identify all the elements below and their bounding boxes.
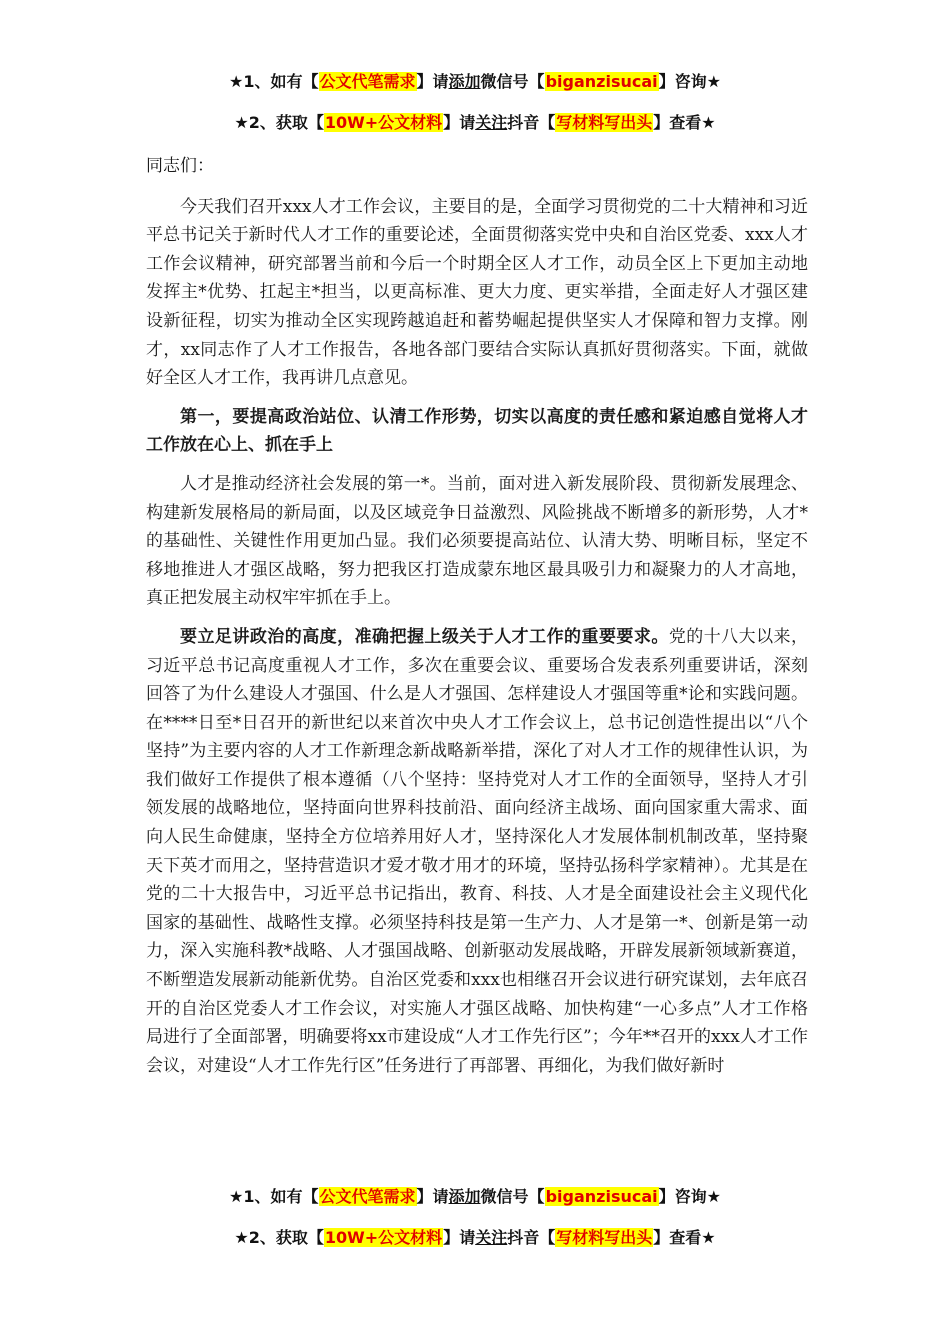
banner-underline-add: 添加 xyxy=(448,72,481,91)
paragraph-political-stance xyxy=(146,623,808,1081)
banner-highlight-materials: 10W+公文材料 xyxy=(324,1228,443,1247)
banner-suffix: 】查看★ xyxy=(653,1228,716,1247)
banner-underline-follow: 关注 xyxy=(475,113,508,132)
banner-prefix: ★2、获取【 xyxy=(234,1228,324,1247)
banner-suffix: 】咨询★ xyxy=(658,1187,721,1206)
banner-highlight-writing: 公文代笔需求 xyxy=(319,72,416,91)
banner-prefix: ★2、获取【 xyxy=(234,113,324,132)
banner-mid2: 微信号【 xyxy=(480,72,545,91)
banner-mid: 】请 xyxy=(443,113,476,132)
paragraph-intro: 今天我们召开xxx人才工作会议，主要目的是，全面学习贯彻党的二十大精神和习近平总书记关于新时代人才工作的重要论述，全面贯彻落实党中央和自治区党委、xxx人才工作会议精神，研究部署当前和今后一个时期全区人才工作，动员全区上下更加主动地发挥主*优势、扛起主*担当，以更高标准、更大力度、更实举措，全面走好人才强区建设新征程，切实为推动全区实现跨越追赶和蓄势崛起提供坚实人才保障和智力支撑。刚才，xx同志作了人才工作报告，各地各部门要结合实际认真抓好贯彻落实。下面，就做好全区人才工作，我再讲几点意见。 xyxy=(146,196,808,389)
banner-suffix: 】查看★ xyxy=(653,113,716,132)
banner-mid: 】请 xyxy=(416,72,449,91)
banner-highlight-douyin-id: 写材料写出头 xyxy=(556,113,653,132)
banner-mid2: 抖音【 xyxy=(507,113,556,132)
paragraph-political-text: 党的十八大以来，习近平总书记高度重视人才工作，多次在重要会议、重要场合发表系列重要讲话，深刻回答了为什么建设人才强国、什么是人才强国、怎样建设人才强国等重*论和实践问题。在****日至*日召开的新世纪以来首次中央人才工作会议上，总书记创造性提出以“八个坚持”为主要内容的人才工作新理念新战略新举措，深化了对人才工作的规律性认识，为我们做好工作提供了根本遵循（八个坚持：坚持党对人才工作的全面领导，坚持人才引领发展的战略地位，坚持面向世界科技前沿、面向经济主战场、面向国家重大需求、面向人民生命健康，坚持全方位培养用好人才，坚持深化人才发展体制机制改革，坚持聚天下英才而用之，坚持营造识才爱才敬才用才的环境，坚持弘扬科学家精神）。尤其是在党的二十大报告中，习近平总书记指出，教育、科技、人才是全面建设社会主义现代化国家的基础性、战略性支撑。必须坚持科技是第一生产力、人才是第一*、创新是第一动力，深入实施科教*战略、人才强国战略、创新驱动发展战略，开辟发展新领域新赛道，不断塑造发展新动能新优势。自治区党委和xxx也相继召开会议进行研究谋划，去年底召开的自治区党委人才工作会议，对实施人才强区战略、加快构建“一心多点”人才工作格局进行了全面部署，明确要将xx市建设成“人才工作先行区”；今年**召开的xxx人才工作会议，对建设“人才工作先行区”任务进行了再部署、再细化，为我们做好新时 xyxy=(146,626,809,1076)
banner-mid2: 抖音【 xyxy=(507,1228,556,1247)
banner-mid2: 微信号【 xyxy=(480,1187,545,1206)
banner-prefix: ★1、如有【 xyxy=(229,72,319,91)
salutation: 同志们： xyxy=(146,156,214,176)
banner-highlight-writing: 公文代笔需求 xyxy=(319,1187,416,1206)
banner-suffix: 】咨询★ xyxy=(658,72,721,91)
bottom-banner-douyin xyxy=(0,1227,950,1249)
document-body xyxy=(146,152,808,1090)
paragraph-lead-bold: 要立足讲政治的高度，准确把握上级关于人才工作的重要要求。 xyxy=(180,626,669,647)
banner-mid: 】请 xyxy=(416,1187,449,1206)
banner-highlight-wechat-id: biganzisucai xyxy=(545,72,658,91)
section-heading-1: 第一，要提高政治站位、认清工作形势，切实以高度的责任感和紧迫感自觉将人才工作放在心上、抓在手上 xyxy=(146,406,808,456)
paragraph-talent: 人才是推动经济社会发展的第一*。当前，面对进入新发展阶段、贯彻新发展理念、构建新发展格局的新局面，以及区域竞争日益激烈、风险挑战不断增多的新形势，人才*的基础性、关键性作用更加凸显。我们必须要提高站位、认清大势、明晰目标，坚定不移地推进人才强区战略，努力把我区打造成蒙东地区最具吸引力和凝聚力的人才高地，真正把发展主动权牢牢抓在手上。 xyxy=(146,473,808,609)
banner-highlight-wechat-id: biganzisucai xyxy=(545,1187,658,1206)
banner-mid: 】请 xyxy=(443,1228,476,1247)
banner-highlight-materials: 10W+公文材料 xyxy=(324,113,443,132)
banner-prefix: ★1、如有【 xyxy=(229,1187,319,1206)
banner-underline-follow: 关注 xyxy=(475,1228,508,1247)
bottom-banner-wechat xyxy=(0,1186,950,1208)
top-banner-douyin xyxy=(0,112,950,134)
top-banner-wechat xyxy=(0,71,950,93)
banner-highlight-douyin-id: 写材料写出头 xyxy=(556,1228,653,1247)
banner-underline-add: 添加 xyxy=(448,1187,481,1206)
